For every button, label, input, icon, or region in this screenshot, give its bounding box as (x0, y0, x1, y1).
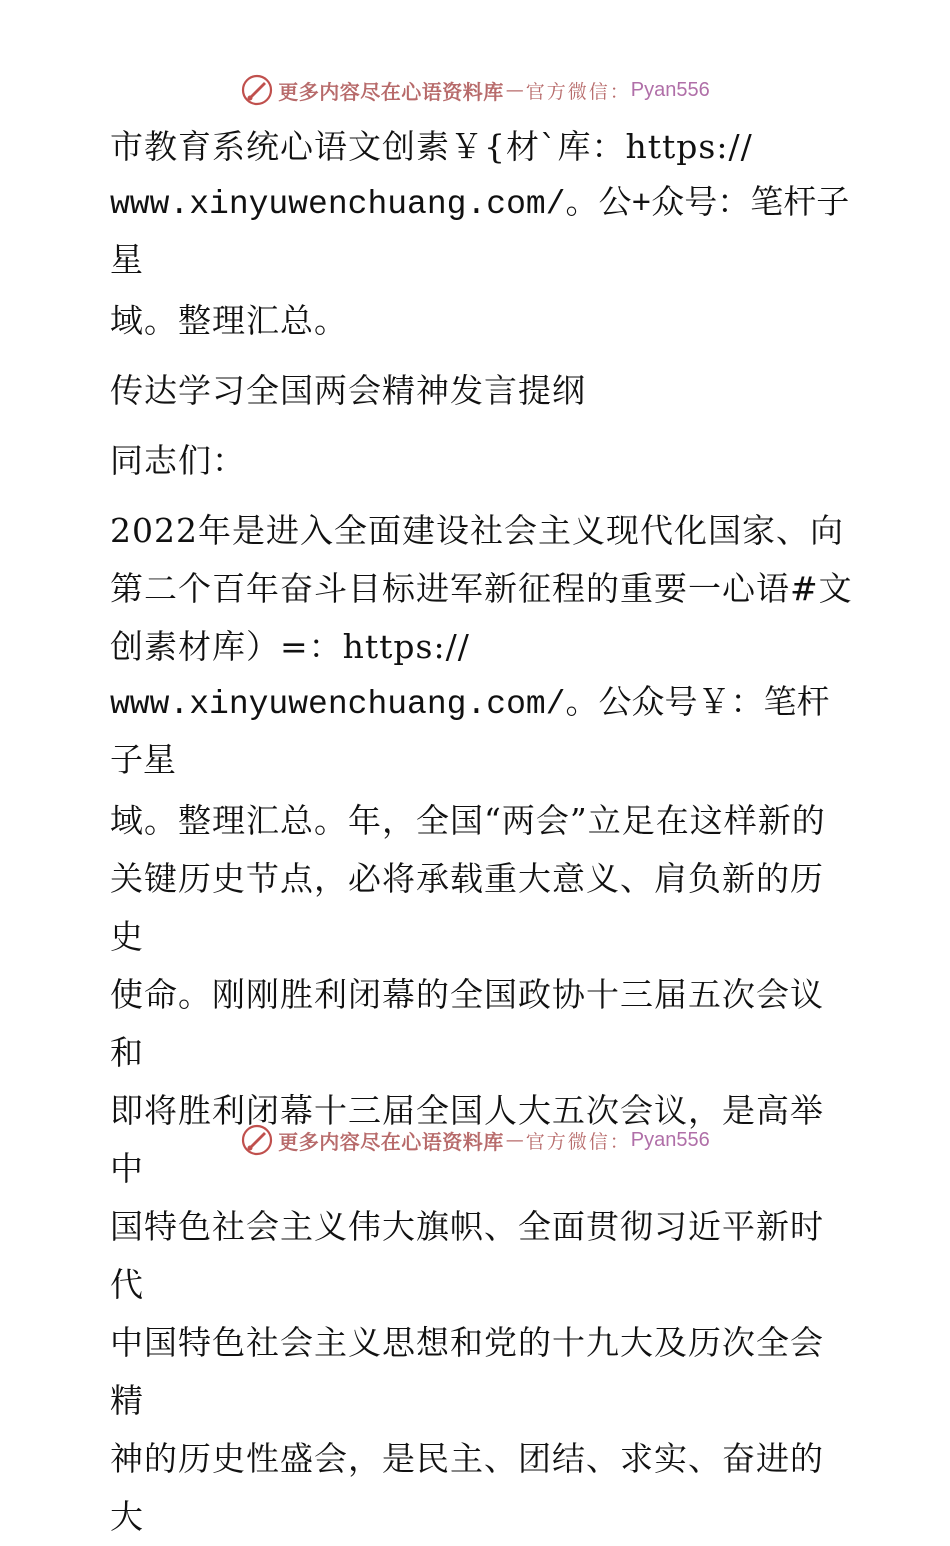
document-title (98, 362, 853, 420)
banner-dash: — (505, 79, 524, 101)
header-banner (0, 70, 950, 110)
banner-wechat-id: Pyan556 (630, 1128, 710, 1151)
banner-main-text: 更多内容尽在心语资料库 (278, 1129, 504, 1154)
text-line: 第二个百年奋斗目标进军新征程的重要一心语#文 (110, 569, 853, 608)
document-body (98, 118, 853, 1546)
text-line: 即将胜利闭幕十三届全国人大五次会议，是高举中 (110, 1091, 824, 1188)
banner-wechat-id: Pyan556 (630, 78, 710, 101)
paragraph-body (98, 502, 853, 1546)
salutation (98, 432, 853, 490)
text-line: 2022年是进入全面建设社会主义现代化国家、向 (110, 511, 844, 550)
text-line: 创素材库）=：https:// (110, 627, 470, 666)
paragraph-source-note (98, 118, 853, 350)
footer-banner (0, 1120, 950, 1160)
quill-logo-icon (240, 1123, 274, 1157)
text-line: 国特色社会主义伟大旗帜、全面贯彻习近平新时代 (110, 1207, 824, 1304)
text-line: 域。整理汇总。 (110, 301, 348, 340)
text-line: www.xinyuwenchuang.com/。公众号￥：笔杆子星 (110, 686, 830, 781)
text-line: www.xinyuwenchuang.com/。公+众号：笔杆子星 (110, 186, 850, 281)
text-line: 域。整理汇总。年，全国“两会”立足在这样新的 (110, 801, 826, 840)
text-line: 市教育系统心语文创素￥{材`库：https:// (110, 127, 753, 166)
text-line: 传达学习全国两会精神发言提纲 (110, 371, 586, 410)
banner-wechat-label: 官方微信： (525, 80, 631, 103)
text-line: 同志们： (110, 441, 246, 480)
text-line: 关键历史节点，必将承载重大意义、肩负新的历史 (110, 859, 824, 956)
banner-wechat-label: 官方微信： (525, 1130, 631, 1153)
text-line: 使命。刚刚胜利闭幕的全国政协十三届五次会议和 (110, 975, 824, 1072)
quill-logo-icon (240, 73, 274, 107)
banner-dash: — (505, 1129, 524, 1151)
banner-main-text: 更多内容尽在心语资料库 (278, 79, 504, 104)
text-line: 神的历史性盛会，是民主、团结、求实、奋进的大 (110, 1439, 824, 1536)
text-line: 中国特色社会主义思想和党的十九大及历次全会精 (110, 1323, 824, 1420)
